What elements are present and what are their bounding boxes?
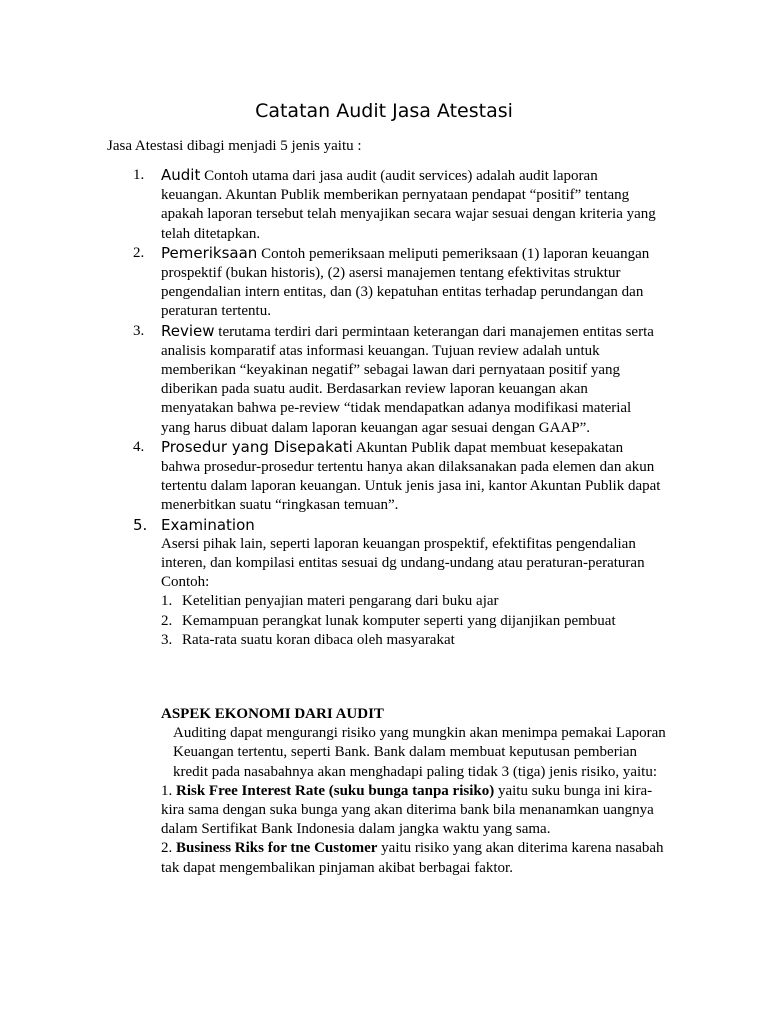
list-term: Examination	[161, 515, 255, 534]
example-item	[161, 592, 661, 611]
risk-title: Business Riks for tne Customer	[176, 840, 378, 857]
list-term: Review	[161, 321, 215, 340]
risk-point	[161, 839, 666, 877]
risk-number: 2.	[161, 840, 173, 857]
risk-number: 1.	[161, 782, 173, 799]
list-number: 4.	[133, 438, 145, 455]
list-number: 1.	[133, 167, 145, 183]
list-number: 2.	[133, 244, 145, 261]
economic-aspect-section	[161, 705, 666, 878]
list-text: Asersi pihak lain, seperti laporan keuangan prospektif, efektifitas pengendalian interen, dan kompilasi entitas sesuai dg undang-undang atau peraturan-peraturan	[161, 535, 645, 572]
attestation-list	[0, 166, 768, 650]
list-term: Prosedur yang Disepakati	[161, 437, 353, 456]
example-number: 2.	[161, 612, 173, 629]
list-term: Audit	[161, 166, 201, 184]
risk-text: yaitu risiko yang akan diterima karena nasabah tak dapat mengembalikan pinjaman akibat berbagai faktor.	[161, 840, 664, 876]
example-label: Contoh:	[161, 574, 210, 591]
example-item	[161, 612, 661, 631]
example-text: Ketelitian penyajian materi pengarang dari buku ajar	[182, 593, 499, 610]
list-text: Contoh utama dari jasa audit (audit services) adalah audit laporan keuangan. Akuntan Publik memberikan pernyataan pendapat “positif” tentang apakah laporan tersebut telah menyajikan secara wajar sesuai dengan kriteria yang telah ditetapkan.	[161, 168, 656, 242]
list-item-pemeriksaan	[0, 244, 661, 322]
section-heading: ASPEK EKONOMI DARI AUDIT	[161, 706, 384, 722]
list-item-review	[0, 322, 661, 438]
list-term: Pemeriksaan	[161, 243, 258, 262]
example-text: Rata-rata suatu koran dibaca oleh masyarakat	[182, 631, 455, 648]
example-item	[161, 631, 661, 650]
example-number: 3.	[161, 631, 173, 648]
section-paragraph: Auditing dapat mengurangi risiko yang mungkin akan menimpa pemakai Laporan Keuangan tertentu, seperti Bank. Bank dalam membuat keputusan pemberian kredit pada nasabahnya akan menghadapi paling tidak 3 (tiga) jenis risiko, yaitu:	[173, 725, 666, 780]
list-text: terutama terdiri dari permintaan keterangan dari manajemen entitas serta analisis komparatif atas informasi keuangan. Tujuan review adalah untuk memberikan “keyakinan negatif” sebagai lawan dari pernyataan positif yang diberikan pada suatu audit. Berdasarkan review laporan keuangan akan menyatakan bahwa pe-review “tidak mendapatkan adanya modifikasi material yang harus dibuat dalam laporan keuangan agar sesuai dengan GAAP”.	[161, 323, 654, 436]
risk-text: yaitu suku bunga ini kira-kira sama dengan suka bunga yang akan diterima bank bila menanamkan uangnya dalam Sertifikat Bank Indonesia dalam jangka waktu yang sama.	[161, 782, 654, 838]
risk-point	[161, 782, 666, 840]
list-number: 5.	[133, 515, 148, 534]
list-text: Contoh pemeriksaan meliputi pemeriksaan (1) laporan keuangan prospektif (bukan historis), (2) asersi manajemen tentang efektivitas struktur pengendalian intern entitas, dan (3) kepatuhan entitas terhadap perundangan dan peraturan tertentu.	[161, 245, 650, 320]
example-list	[161, 592, 661, 650]
document-title: Catatan Audit Jasa Atestasi	[255, 100, 513, 122]
list-number: 3.	[133, 322, 145, 339]
list-text: Akuntan Publik dapat membuat kesepakatan bahwa prosedur-prosedur tertentu hanya akan dilaksanakan pada elemen dan akun tertentu dalam laporan keuangan. Untuk jenis jasa ini, kantor Akuntan Publik dapat menerbitkan suatu “ringkasan temuan”.	[161, 439, 661, 514]
risk-title: Risk Free Interest Rate (suku bunga tanpa risiko)	[176, 782, 495, 799]
list-item-audit	[0, 166, 661, 244]
list-item-examination	[0, 516, 661, 650]
list-item-prosedur	[0, 438, 661, 516]
intro-text: Jasa Atestasi dibagi menjadi 5 jenis yaitu :	[107, 138, 362, 154]
example-number: 1.	[161, 593, 173, 610]
example-text: Kemampuan perangkat lunak komputer seperti yang dijanjikan pembuat	[182, 612, 616, 629]
